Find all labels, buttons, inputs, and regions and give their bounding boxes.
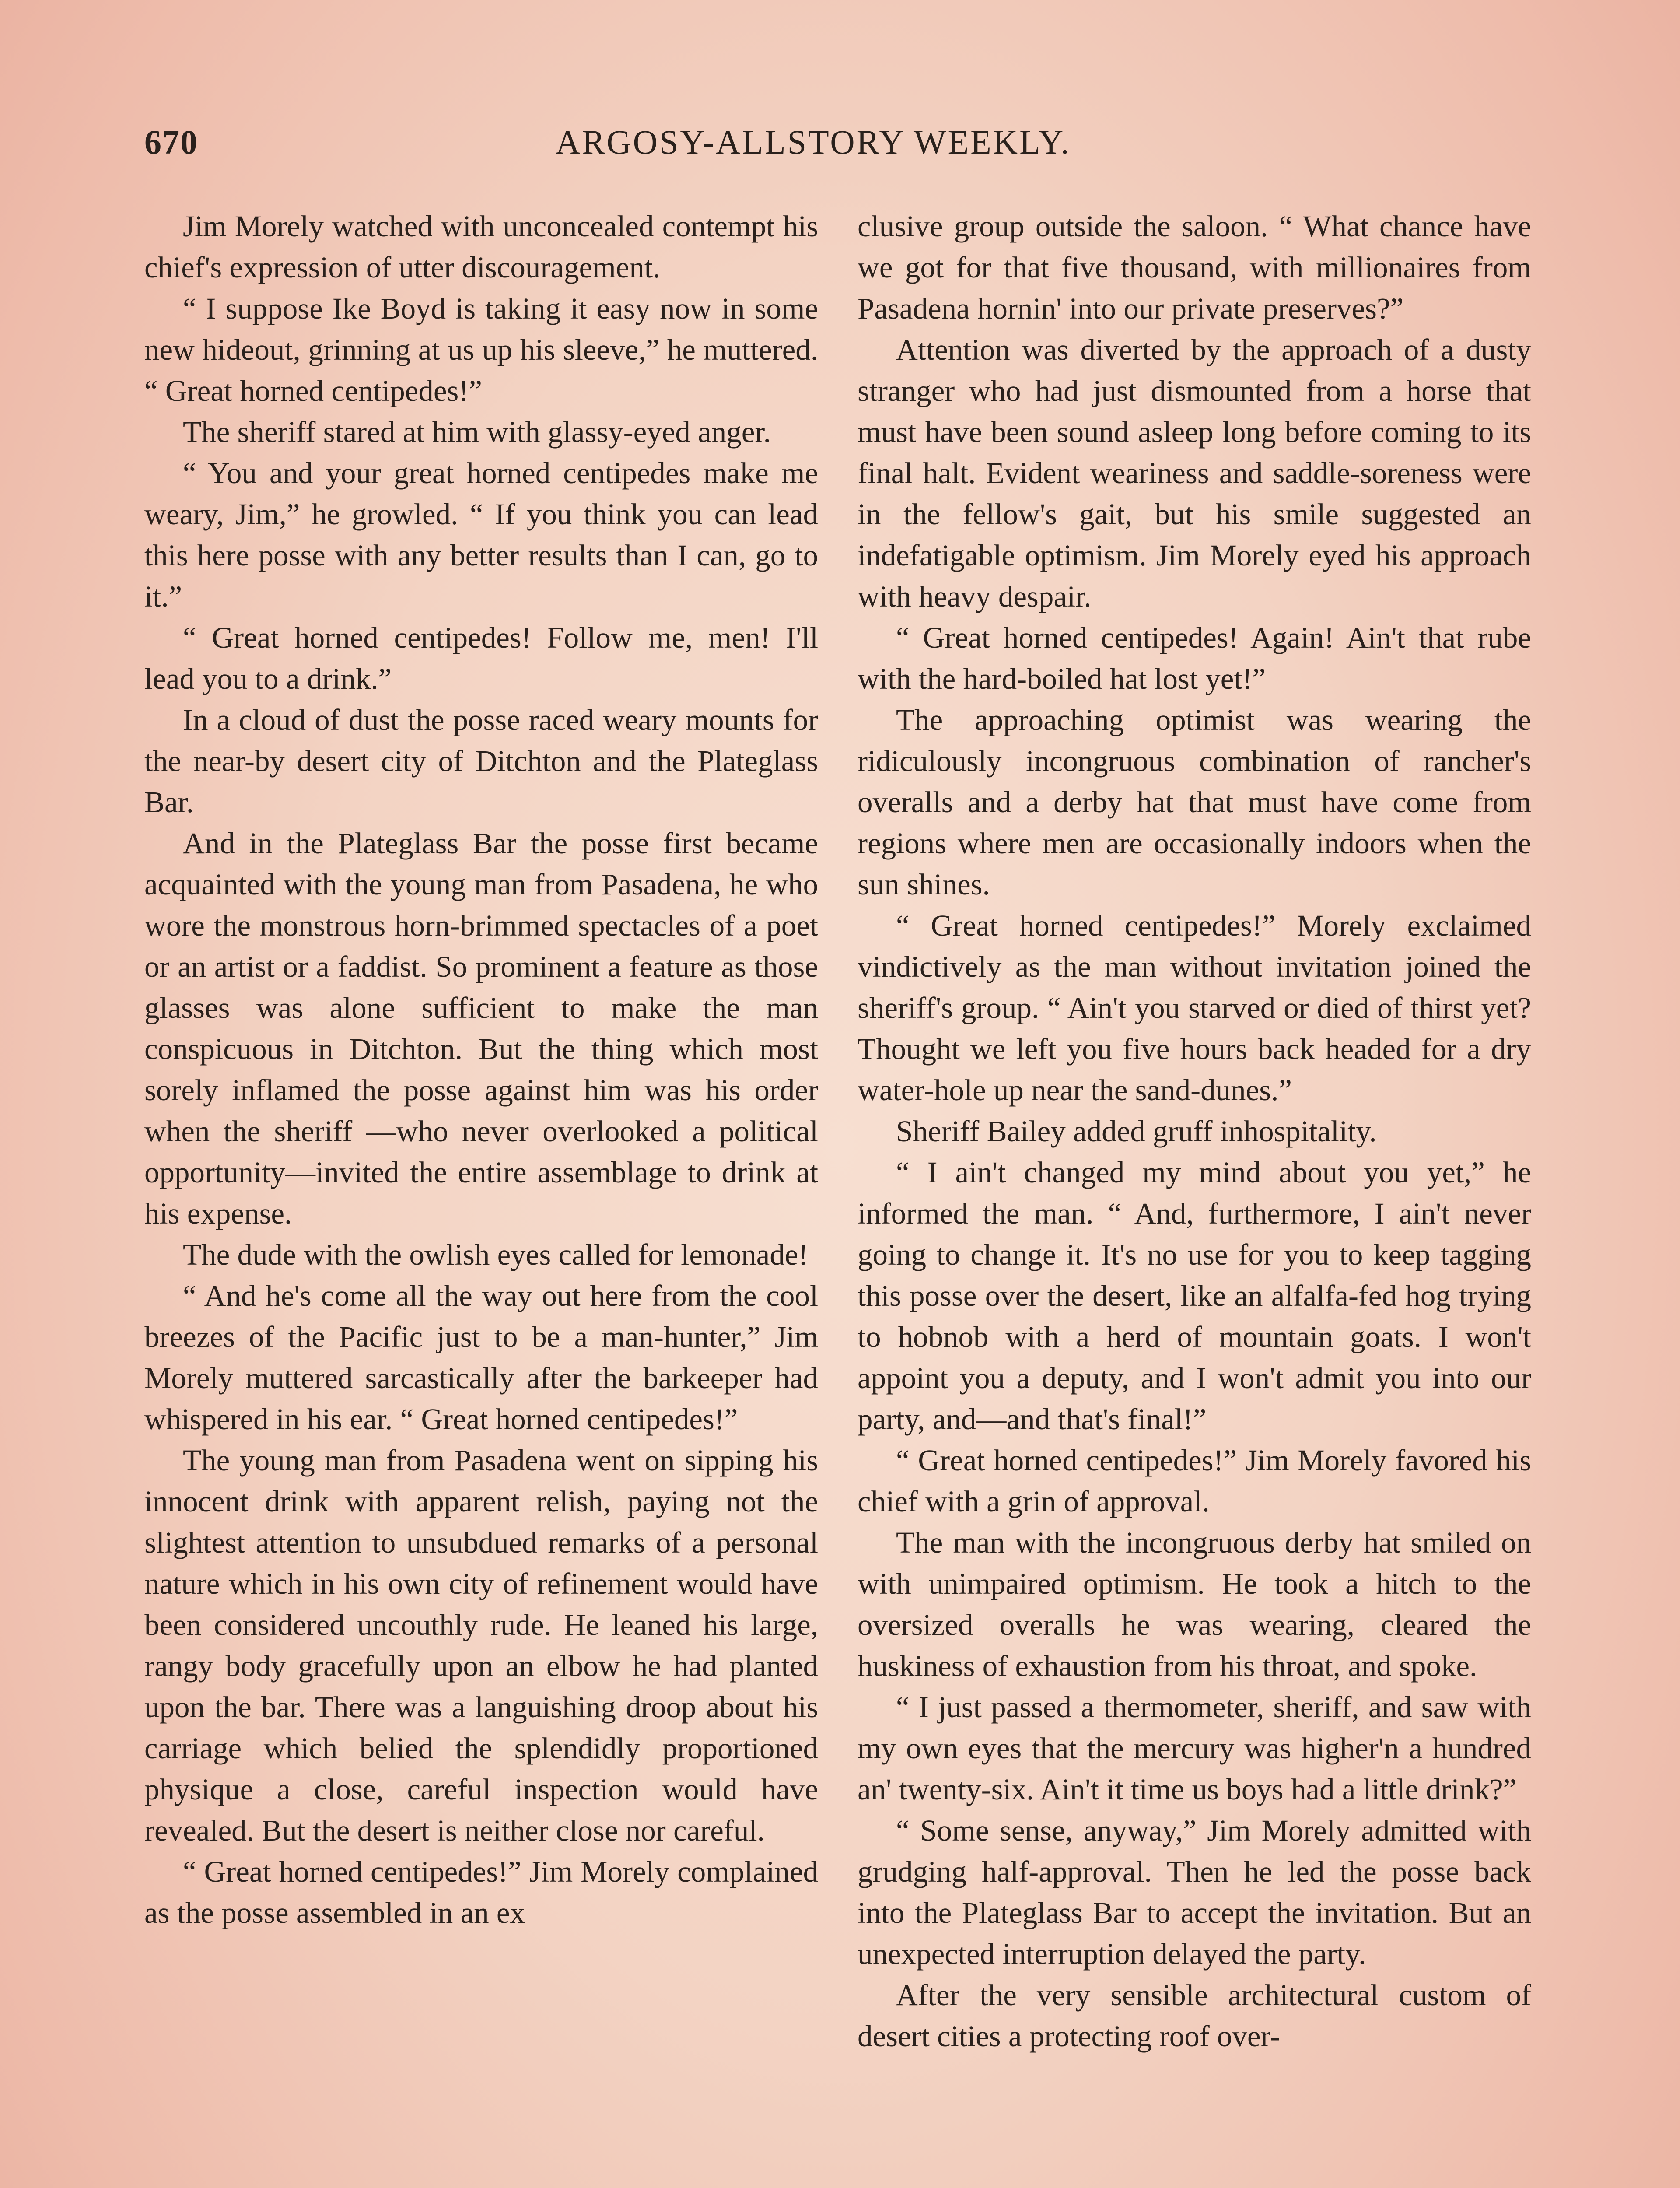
- paragraph: Jim Morely watched with unconcealed contempt his chief's expression of utter discouragement.: [144, 210, 818, 284]
- paragraph: In a cloud of dust the posse raced weary mounts for the near-by desert city of Ditchton and the Plateglass Bar.: [144, 703, 818, 819]
- paragraph: “ I just passed a thermometer, sheriff, and saw with my own eyes that the mercury was higher'n a hundred an' twenty-six. Ain't it time us boys had a little drink?”: [858, 1690, 1531, 1806]
- paragraph: “ Great horned centipedes!” Jim Morely favored his chief with a grin of approval.: [858, 1444, 1531, 1518]
- paragraph: “ I ain't changed my mind about you yet,” he informed the man. “ And, furthermore, I ain't never going to change it. It's no use for you to keep tagging this posse over the desert, like an alfalfa-fed hog trying to hobnob with a herd of mountain goats. I won't appoint you a deputy, and I won't admit you into our party, and—and that's final!”: [858, 1156, 1531, 1436]
- paragraph: “ Great horned centipedes!” Morely exclaimed vindictively as the man without invitation joined the sheriff's group. “ Ain't you starved or died of thirst yet? Thought we left you five hours back headed for a dry water-hole up near the sand-dunes.”: [858, 909, 1531, 1107]
- paragraph: The sheriff stared at him with glassy-eyed anger.: [183, 415, 771, 449]
- paragraph: “ Great horned centipedes! Follow me, men! I'll lead you to a drink.”: [144, 621, 818, 695]
- text-columns: [144, 206, 1531, 2188]
- paragraph: “ You and your great horned centipedes make me weary, Jim,” he growled. “ If you think you can lead this here posse with any better results than I can, go to it.”: [144, 456, 818, 613]
- paragraph-continued: clusive group outside the saloon. “ What chance have we got for that five thousand, with millionaires from Pasadena hornin' into our private preserves?”: [858, 210, 1531, 325]
- paragraph: The young man from Pasadena went on sipping his innocent drink with apparent relish, paying not the slightest attention to unsubdued remarks of a personal nature which in his own city of refinement would have been considered uncouthly rude. He leaned his large, rangy body gracefully upon an elbow he had planted upon the bar. There was a languishing droop about his carriage which belied the splendidly proportioned physique a close, careful inspection would have revealed. But the desert is neither close nor careful.: [144, 1444, 818, 1847]
- paragraph: “ Great horned centipedes!” Jim Morely complained as the posse assembled in an ex: [144, 1855, 818, 1929]
- paragraph: The dude with the owlish eyes called for lemonade!: [183, 1238, 808, 1271]
- paragraph: The approaching optimist was wearing the ridiculously incongruous combination of rancher's overalls and a derby hat that must have come from regions where men are occasionally indoors when the sun shines.: [858, 703, 1531, 901]
- paragraph: “ Some sense, anyway,” Jim Morely admitted with grudging half-approval. Then he led the posse back into the Plateglass Bar to accept the invitation. But an unexpected interruption delayed the party.: [858, 1814, 1531, 1971]
- paragraph: “ And he's come all the way out here from the cool breezes of the Pacific just to be a man-hunter,” Jim Morely muttered sarcastically after the barkeeper had whispered in his ear. “ Great horned centipedes!”: [144, 1279, 818, 1436]
- paragraph: After the very sensible architectural custom of desert cities a protecting roof over-: [858, 1978, 1531, 2053]
- left-column: [144, 206, 818, 2188]
- right-column: [858, 206, 1531, 2188]
- paragraph: “ I suppose Ike Boyd is taking it easy now in some new hideout, grinning at us up his sleeve,” he muttered. “ Great horned centipedes!”: [144, 292, 818, 407]
- page-number: 670: [144, 123, 198, 161]
- paragraph: Sheriff Bailey added gruff inhospitality.: [896, 1115, 1377, 1148]
- page-header: [144, 123, 1540, 184]
- paragraph: The man with the incongruous derby hat smiled on with unimpaired optimism. He took a hitch to the oversized overalls he was wearing, cleared the huskiness of exhaustion from his throat, and spoke.: [858, 1526, 1531, 1683]
- paragraph: And in the Plateglass Bar the posse first became acquainted with the young man from Pasadena, he who wore the monstrous horn-brimmed spectacles of a poet or an artist or a faddist. So prominent a feature as those glasses was alone sufficient to make the man conspicuous in Ditchton. But the thing which most sorely inflamed the posse against him was his order when the sheriff —who never overlooked a political opportunity—invited the entire assemblage to drink at his expense.: [144, 827, 818, 1230]
- paragraph: Attention was diverted by the approach of a dusty stranger who had just dismounted from a horse that must have been sound asleep long before coming to its final halt. Evident weariness and saddle-soreness were in the fellow's gait, but his smile suggested an indefatigable optimism. Jim Morely eyed his approach with heavy despair.: [858, 333, 1531, 613]
- paragraph: “ Great horned centipedes! Again! Ain't that rube with the hard-boiled hat lost yet!”: [858, 621, 1531, 695]
- running-head: ARGOSY-ALLSTORY WEEKLY.: [556, 123, 1071, 161]
